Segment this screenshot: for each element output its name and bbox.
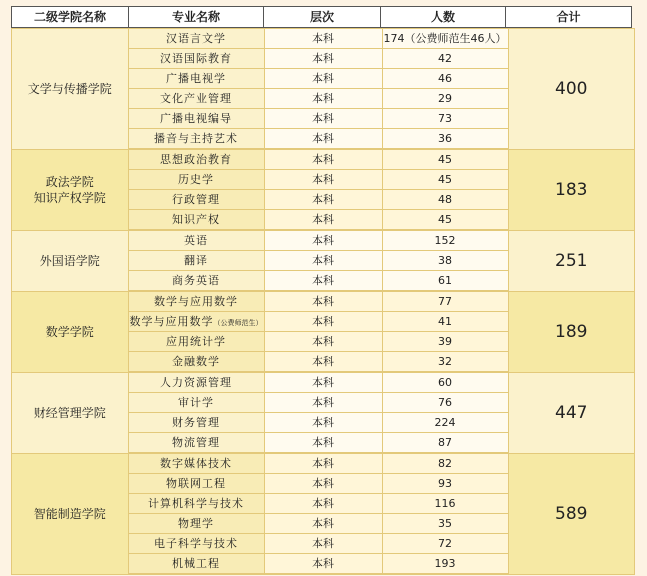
group-total-cell: 589	[509, 454, 635, 574]
table-body	[11, 28, 635, 574]
level-cell: 本科	[265, 150, 383, 170]
major-name: 汉语言文学	[166, 32, 227, 45]
level-cell: 本科	[265, 129, 383, 149]
major-cell	[129, 150, 265, 170]
count-cell: 36	[383, 129, 509, 149]
level-cell: 本科	[265, 312, 383, 332]
level-cell: 本科	[265, 514, 383, 534]
major-name: 商务英语	[172, 274, 221, 287]
major-cell	[129, 413, 265, 433]
major-name: 翻译	[184, 254, 209, 267]
count-cell: 82	[383, 454, 509, 474]
major-cell	[129, 129, 265, 149]
count-cell: 29	[383, 89, 509, 109]
level-cell: 本科	[265, 454, 383, 474]
college-name-line: 文学与传播学院	[27, 82, 112, 96]
college-group	[11, 149, 635, 230]
major-name: 数学与应用数学	[129, 315, 214, 328]
college-name-cell	[11, 29, 129, 149]
major-name: 行政管理	[172, 193, 221, 206]
major-name: 英语	[184, 234, 209, 247]
major-name: 物流管理	[172, 436, 221, 449]
group-total-cell: 189	[509, 292, 635, 372]
college-group	[11, 453, 635, 574]
major-cell	[129, 29, 265, 49]
major-name: 机械工程	[172, 557, 221, 570]
college-name-line: 数学学院	[45, 325, 94, 339]
major-cell	[129, 514, 265, 534]
table-row	[129, 150, 509, 170]
table-row	[129, 413, 509, 433]
major-cell	[129, 433, 265, 453]
major-cell	[129, 312, 265, 332]
count-cell: 45	[383, 150, 509, 170]
major-cell	[129, 454, 265, 474]
college-group	[11, 372, 635, 453]
level-cell: 本科	[265, 433, 383, 453]
table-row	[129, 514, 509, 534]
major-name: 数学与应用数学	[154, 295, 239, 308]
count-cell: 77	[383, 292, 509, 312]
count-cell: 48	[383, 190, 509, 210]
header-level: 层次	[263, 6, 381, 28]
table-row	[129, 231, 509, 251]
count-cell: 45	[383, 170, 509, 190]
table-row	[129, 433, 509, 453]
level-cell: 本科	[265, 413, 383, 433]
level-cell: 本科	[265, 210, 383, 230]
level-cell: 本科	[265, 29, 383, 49]
college-name-cell	[11, 231, 129, 291]
table-row	[129, 454, 509, 474]
table-row	[129, 292, 509, 312]
major-cell	[129, 554, 265, 574]
major-name: 审计学	[178, 396, 215, 409]
level-cell: 本科	[265, 190, 383, 210]
header-major: 专业名称	[128, 6, 264, 28]
major-note: （公费师范生）	[213, 319, 263, 327]
level-cell: 本科	[265, 332, 383, 352]
major-cell	[129, 474, 265, 494]
count-cell: 87	[383, 433, 509, 453]
count-cell: 174（公费师范生46人）	[383, 29, 509, 49]
level-cell: 本科	[265, 69, 383, 89]
group-total-cell: 400	[509, 29, 635, 149]
major-name: 电子科学与技术	[154, 537, 239, 550]
college-name-cell	[11, 454, 129, 574]
count-cell: 72	[383, 534, 509, 554]
major-name: 知识产权	[172, 213, 221, 226]
major-name: 文化产业管理	[160, 92, 233, 105]
major-name: 物联网工程	[166, 477, 227, 490]
major-cell	[129, 271, 265, 291]
level-cell: 本科	[265, 49, 383, 69]
major-cell	[129, 332, 265, 352]
major-name: 物理学	[178, 517, 215, 530]
major-cell	[129, 292, 265, 312]
table-row	[129, 393, 509, 413]
college-name-line: 知识产权学院	[33, 191, 106, 205]
table-row	[129, 534, 509, 554]
major-cell	[129, 190, 265, 210]
table-header	[11, 6, 635, 28]
college-group	[11, 230, 635, 291]
count-cell: 76	[383, 393, 509, 413]
major-name: 思想政治教育	[160, 153, 233, 166]
major-name: 数字媒体技术	[160, 457, 233, 470]
table-row	[129, 474, 509, 494]
major-cell	[129, 210, 265, 230]
count-cell: 45	[383, 210, 509, 230]
major-name: 金融数学	[172, 355, 221, 368]
college-name-line: 政法学院	[45, 175, 94, 189]
major-name: 计算机科学与技术	[148, 497, 245, 510]
level-cell: 本科	[265, 89, 383, 109]
level-cell: 本科	[265, 494, 383, 514]
level-cell: 本科	[265, 534, 383, 554]
major-name: 人力资源管理	[160, 376, 233, 389]
level-cell: 本科	[265, 554, 383, 574]
major-cell	[129, 352, 265, 372]
level-cell: 本科	[265, 170, 383, 190]
group-total-cell: 183	[509, 150, 635, 230]
count-cell: 38	[383, 251, 509, 271]
table-row	[129, 373, 509, 393]
count-cell: 32	[383, 352, 509, 372]
count-cell: 60	[383, 373, 509, 393]
table-row	[129, 332, 509, 352]
enrollment-table	[11, 6, 635, 570]
group-total-cell: 251	[509, 231, 635, 291]
major-cell	[129, 393, 265, 413]
major-cell	[129, 494, 265, 514]
major-cell	[129, 170, 265, 190]
major-name: 历史学	[178, 173, 215, 186]
table-row	[129, 69, 509, 89]
major-name: 财务管理	[172, 416, 221, 429]
count-cell: 39	[383, 332, 509, 352]
header-total: 合计	[505, 6, 632, 28]
level-cell: 本科	[265, 373, 383, 393]
college-name-cell	[11, 373, 129, 453]
count-cell: 193	[383, 554, 509, 574]
major-cell	[129, 89, 265, 109]
table-row	[129, 251, 509, 271]
table-row	[129, 271, 509, 291]
count-cell: 61	[383, 271, 509, 291]
table-row	[129, 49, 509, 69]
major-name: 播音与主持艺术	[154, 132, 239, 145]
table-row	[129, 210, 509, 230]
table-row	[129, 352, 509, 372]
level-cell: 本科	[265, 292, 383, 312]
major-cell	[129, 109, 265, 129]
table-row	[129, 129, 509, 149]
level-cell: 本科	[265, 271, 383, 291]
college-name-line: 智能制造学院	[33, 507, 106, 521]
table-row	[129, 29, 509, 49]
level-cell: 本科	[265, 393, 383, 413]
table-row	[129, 554, 509, 574]
count-cell: 93	[383, 474, 509, 494]
header-count: 人数	[380, 6, 506, 28]
table-row	[129, 190, 509, 210]
college-name-line: 外国语学院	[39, 254, 100, 268]
table-row	[129, 109, 509, 129]
major-name: 广播电视编导	[160, 112, 233, 125]
count-cell: 73	[383, 109, 509, 129]
major-cell	[129, 251, 265, 271]
major-cell	[129, 373, 265, 393]
count-cell: 46	[383, 69, 509, 89]
level-cell: 本科	[265, 231, 383, 251]
count-cell: 224	[383, 413, 509, 433]
level-cell: 本科	[265, 109, 383, 129]
table-row	[129, 89, 509, 109]
major-cell	[129, 231, 265, 251]
count-cell: 42	[383, 49, 509, 69]
level-cell: 本科	[265, 474, 383, 494]
count-cell: 41	[383, 312, 509, 332]
major-cell	[129, 49, 265, 69]
major-name: 广播电视学	[166, 72, 227, 85]
major-name: 汉语国际教育	[160, 52, 233, 65]
college-group	[11, 291, 635, 372]
group-total-cell: 447	[509, 373, 635, 453]
level-cell: 本科	[265, 352, 383, 372]
level-cell: 本科	[265, 251, 383, 271]
major-name: 应用统计学	[166, 335, 227, 348]
table-row	[129, 170, 509, 190]
count-cell: 35	[383, 514, 509, 534]
table-bottom-border	[11, 574, 635, 575]
count-cell: 152	[383, 231, 509, 251]
college-name-line: 财经管理学院	[33, 406, 106, 420]
college-name-cell	[11, 150, 129, 230]
college-group	[11, 28, 635, 149]
count-cell: 116	[383, 494, 509, 514]
header-college: 二级学院名称	[11, 6, 129, 28]
major-cell	[129, 69, 265, 89]
table-row	[129, 494, 509, 514]
table-row	[129, 312, 509, 332]
college-name-cell	[11, 292, 129, 372]
major-cell	[129, 534, 265, 554]
